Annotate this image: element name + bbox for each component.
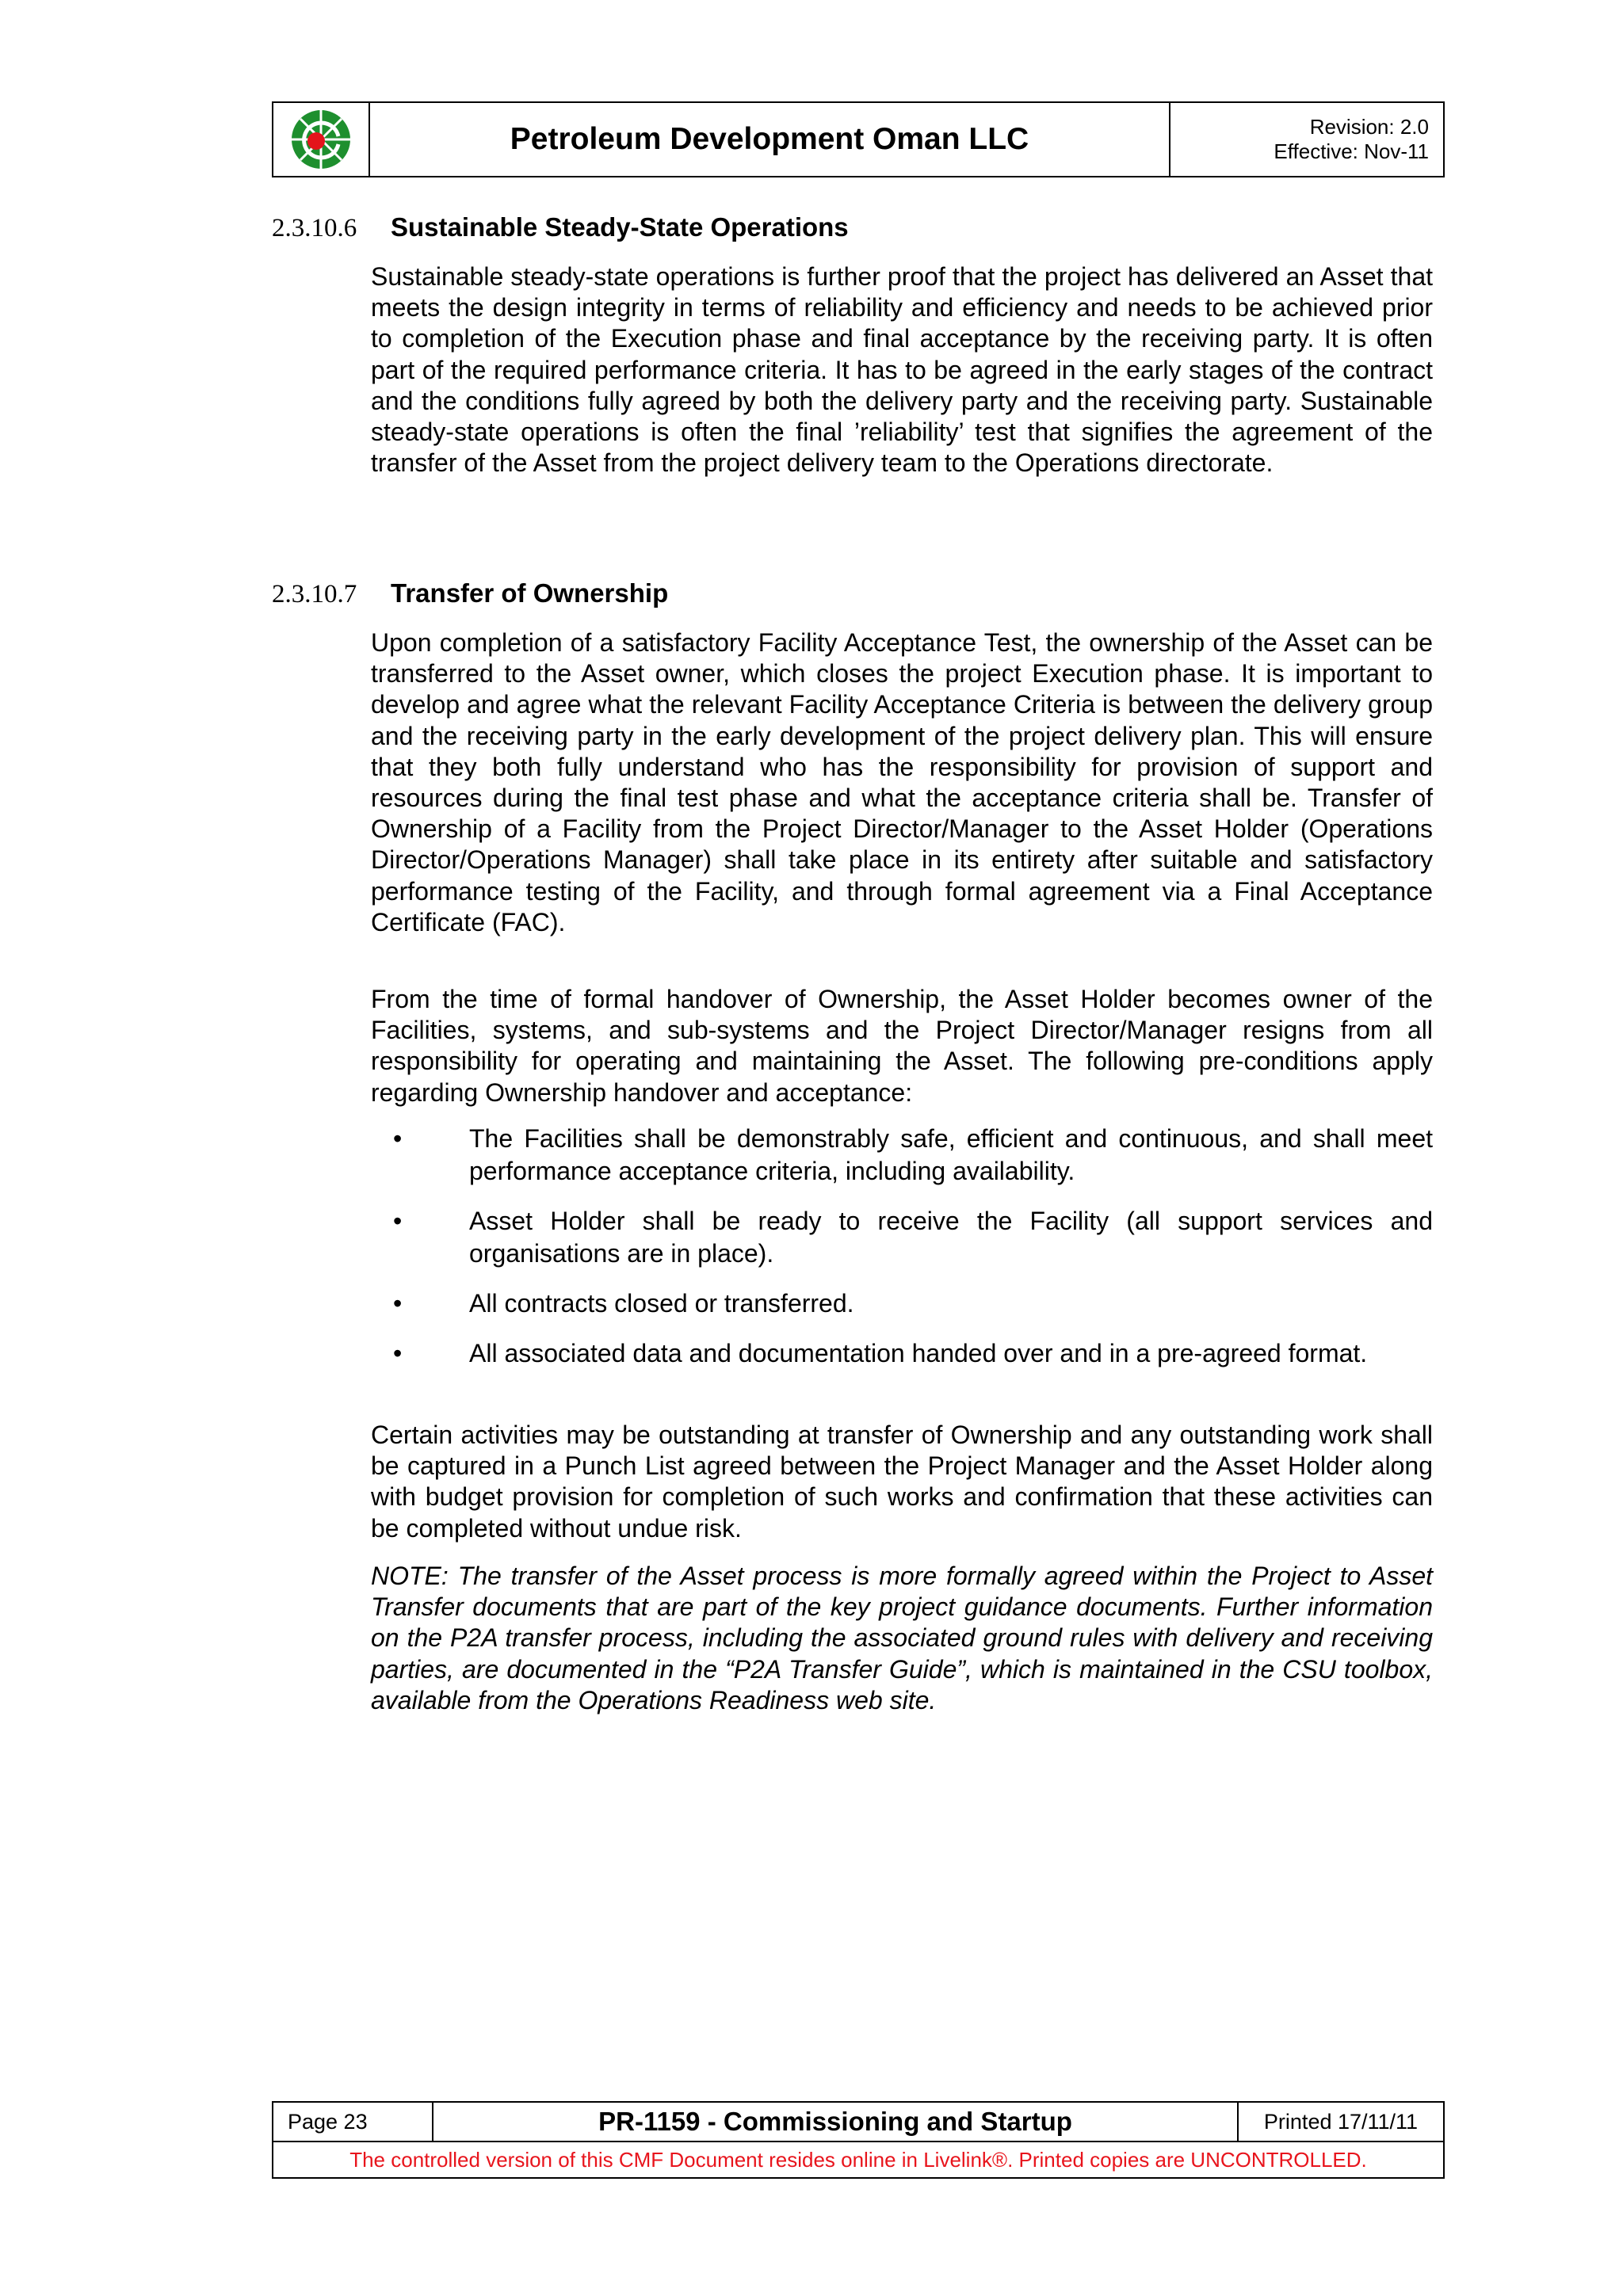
list-item-text: The Facilities shall be demonstrably safe, efficient and continuous, and shall meet performance acceptance criteria, including availability. <box>469 1124 1433 1185</box>
bullet-icon: • <box>393 1289 403 1318</box>
revision-info <box>1170 103 1443 176</box>
section-number: 2.3.10.7 <box>272 580 357 608</box>
pdo-logo-icon <box>289 108 353 171</box>
section-title: Sustainable Steady-State Operations <box>391 212 849 242</box>
page-header <box>272 101 1445 177</box>
section-heading-2-3-10-6 <box>272 212 849 243</box>
list-item-text: All associated data and documentation handed over and in a pre-agreed format. <box>469 1339 1368 1367</box>
note-paragraph: NOTE: The transfer of the Asset process is more formally agreed within the Project to Asset Transfer documents that are part of the key project guidance documents. Further information on the P2A transfer process, including the associated ground rules with delivery and receiving parties, are documented in the “P2A Transfer Guide”, which is maintained in the CSU toolbox, available from the Operations Readiness web site. <box>371 1562 1433 1714</box>
section-paragraph: From the time of formal handover of Ownership, the Asset Holder becomes owner of the Facilities, systems, and sub-systems and the Project Director/Manager resigns from all responsibility for operating and maintaining the Asset. The following pre-conditions apply regarding Ownership handover and acceptance: <box>371 985 1433 1107</box>
printed-date: Printed 17/11/11 <box>1263 2109 1419 2134</box>
document-title: PR-1159 - Commissioning and Startup <box>433 2103 1239 2141</box>
section-paragraph: Certain activities may be outstanding at transfer of Ownership and any outstanding work shall be captured in a Punch List agreed between the Project Manager and the Asset Holder along with budget provision for completion of such works and confirmation that these activities can be completed without undue risk. <box>371 1421 1433 1543</box>
list-item-text: Asset Holder shall be ready to receive the Facility (all support services and organisations are in place). <box>469 1207 1433 1268</box>
bullet-icon: • <box>393 1124 403 1153</box>
list-item <box>371 1205 1433 1270</box>
section-heading-2-3-10-7 <box>272 578 668 609</box>
page-number: Page 23 <box>273 2103 433 2141</box>
preconditions-list <box>371 1123 1433 1387</box>
effective-date: Effective: Nov-11 <box>1274 139 1429 163</box>
section-paragraph: Sustainable steady-state operations is further proof that the project has delivered an Asset that meets the design integrity in terms of reliability and efficiency and needs to be achieved prior to completion of the Execution phase and final acceptance by the receiving party. It is often part of the required performance criteria. It has to be agreed in the early stages of the contract and the conditions fully agreed by both the delivery party and the receiving party. Sustainable steady-state operations is often the final ’reliability’ test that signifies the agreement of the transfer of the Asset from the project delivery team to the Operations directorate. <box>371 262 1433 478</box>
bullet-icon: • <box>393 1207 403 1235</box>
section-paragraph: Upon completion of a satisfactory Facility Acceptance Test, the ownership of the Asset can be transferred to the Asset owner, which closes the project Execution phase. It is important to develop and agree what the relevant Facility Acceptance Criteria is between the delivery group and the receiving party in the early development of the project delivery plan. This will ensure that they both fully understand who has the responsibility for provision of support and resources during the final test phase and what the acceptance criteria shall be. Transfer of Ownership of a Facility from the Project Director/Manager to the Asset Holder (Operations Director/Operations Manager) shall take place in its entirety after suitable and satisfactory performance testing of the Facility, and through formal agreement via a Final Acceptance Certificate (FAC). <box>371 628 1433 936</box>
list-item <box>371 1337 1433 1370</box>
controlled-copy-disclaimer: The controlled version of this CMF Document resides online in Livelink®. Printed copies are UNCONTROLLED. <box>349 2147 1367 2172</box>
page-footer <box>272 2101 1445 2179</box>
logo-cell <box>273 103 370 176</box>
list-item <box>371 1287 1433 1320</box>
company-title: Petroleum Development Oman LLC <box>370 103 1170 176</box>
section-number: 2.3.10.6 <box>272 214 357 242</box>
list-item <box>371 1123 1433 1188</box>
list-item-text: All contracts closed or transferred. <box>469 1289 854 1318</box>
bullet-icon: • <box>393 1339 403 1367</box>
revision-text: Revision: 2.0 <box>1309 115 1429 139</box>
section-title: Transfer of Ownership <box>391 578 669 608</box>
